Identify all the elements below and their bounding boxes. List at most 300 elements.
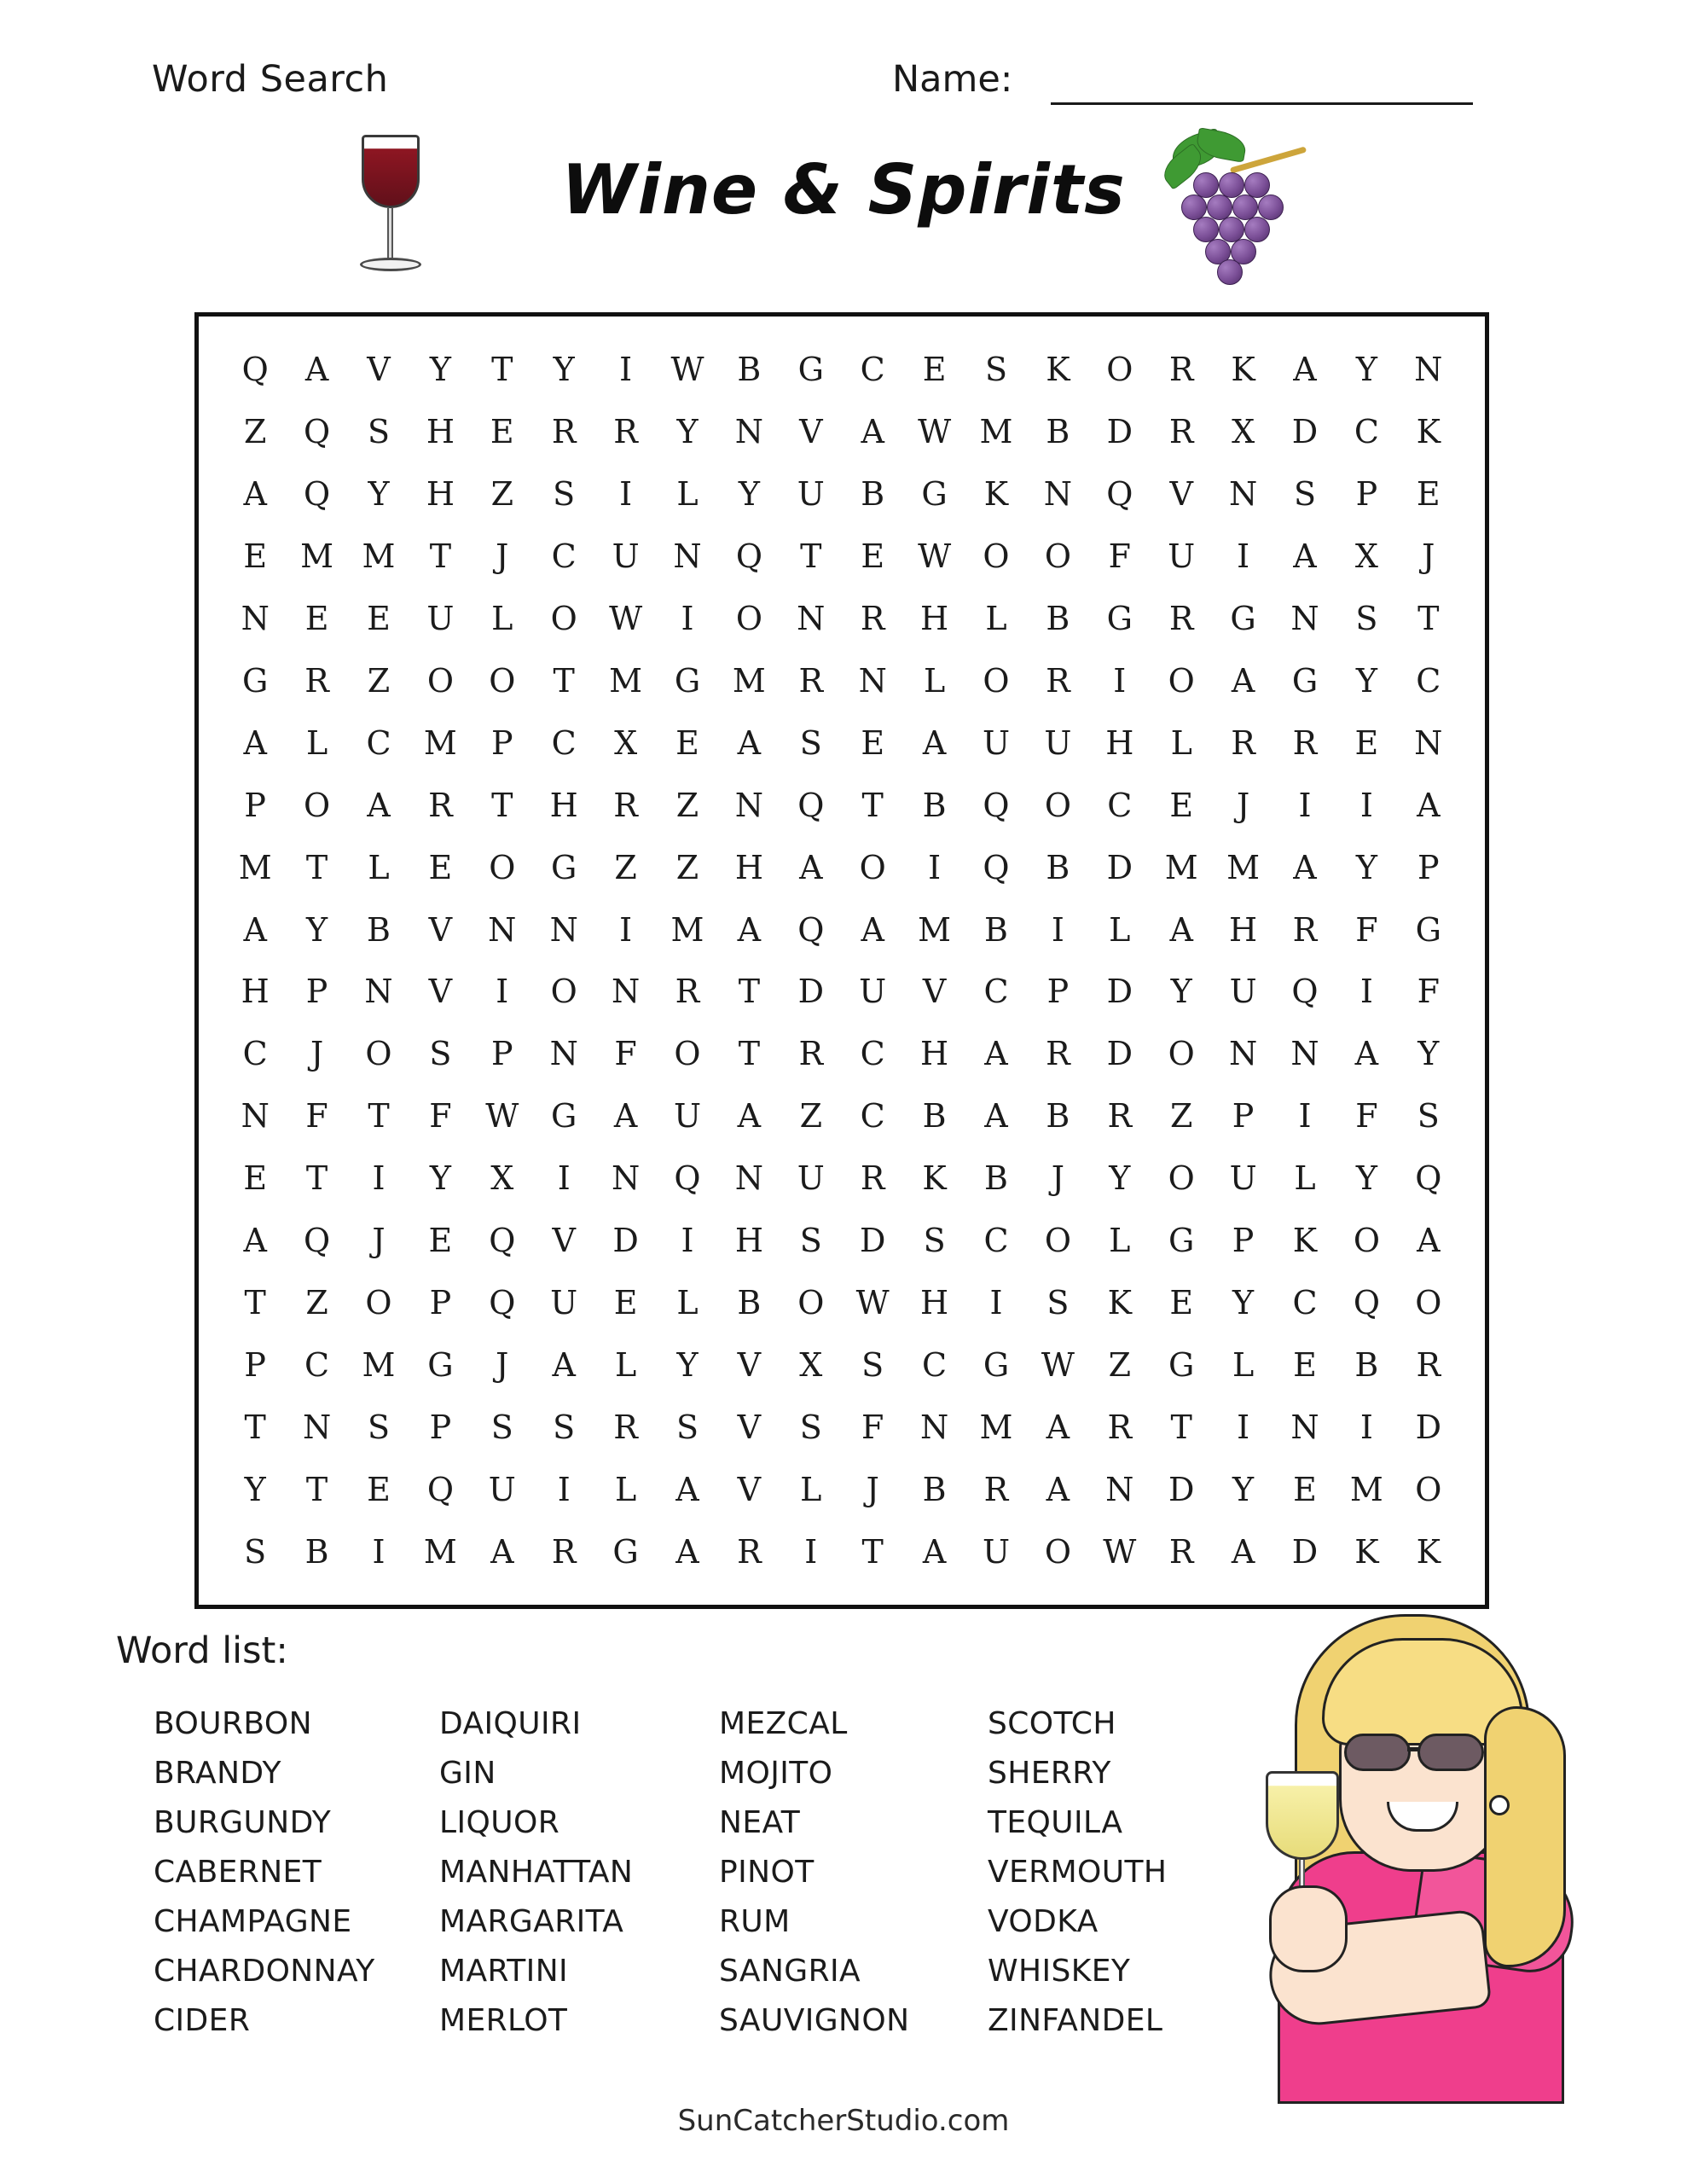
grid-cell[interactable]: I (1237, 1408, 1250, 1446)
grid-cell[interactable]: H (734, 848, 763, 886)
grid-cell[interactable]: P (1417, 848, 1440, 886)
grid-cell[interactable]: H (549, 786, 578, 824)
grid-cell[interactable]: G (1415, 910, 1441, 949)
grid-cell[interactable]: A (1293, 848, 1317, 886)
grid-cell[interactable]: Q (489, 1283, 516, 1321)
grid-cell[interactable]: V (552, 1222, 576, 1260)
grid-cell[interactable]: V (799, 413, 823, 451)
grid-cell[interactable]: J (1236, 786, 1250, 824)
grid-cell[interactable]: G (1106, 600, 1133, 638)
grid-cell[interactable]: H (1105, 723, 1134, 762)
grid-cell[interactable]: T (800, 537, 822, 576)
grid-cell[interactable]: W (1103, 1532, 1137, 1571)
grid-cell[interactable]: H (241, 973, 270, 1011)
grid-cell[interactable]: O (489, 848, 516, 886)
grid-cell[interactable]: I (619, 351, 633, 389)
grid-cell[interactable]: U (797, 475, 825, 514)
grid-cell[interactable]: P (491, 1035, 513, 1073)
grid-cell[interactable]: C (860, 351, 885, 389)
word-list-item[interactable]: MOJITO (719, 1756, 833, 1791)
grid-cell[interactable]: A (243, 910, 267, 949)
grid-cell[interactable]: I (1113, 661, 1127, 700)
grid-cell[interactable]: V (1169, 475, 1193, 514)
grid-cell[interactable]: B (304, 1532, 329, 1571)
grid-cell[interactable]: B (1354, 1345, 1379, 1384)
grid-cell[interactable]: M (918, 910, 952, 949)
grid-cell[interactable]: A (1231, 661, 1255, 700)
grid-cell[interactable]: O (1044, 537, 1071, 576)
grid-cell[interactable]: A (613, 1097, 638, 1136)
grid-cell[interactable]: D (859, 1222, 886, 1260)
grid-cell[interactable]: Q (304, 413, 331, 451)
grid-cell[interactable]: A (1231, 1532, 1255, 1571)
grid-cell[interactable]: Y (1355, 1159, 1377, 1198)
grid-cell[interactable]: V (737, 1408, 762, 1446)
grid-cell[interactable]: M (1349, 1470, 1383, 1508)
grid-cell[interactable]: H (920, 1035, 949, 1073)
grid-cell[interactable]: R (1416, 1345, 1441, 1384)
grid-cell[interactable]: O (1168, 661, 1195, 700)
grid-cell[interactable]: A (304, 351, 329, 389)
grid-cell[interactable]: U (797, 1159, 825, 1198)
grid-cell[interactable]: T (429, 537, 452, 576)
grid-cell[interactable]: P (1232, 1222, 1255, 1260)
grid-cell[interactable]: P (1046, 973, 1070, 1011)
grid-cell[interactable]: O (550, 600, 577, 638)
grid-cell[interactable]: F (861, 1408, 884, 1446)
grid-cell[interactable]: L (800, 1470, 822, 1508)
grid-cell[interactable]: W (918, 537, 952, 576)
word-list-item[interactable]: MANHATTAN (439, 1855, 634, 1890)
grid-cell[interactable]: I (1237, 537, 1250, 576)
grid-cell[interactable]: N (241, 600, 270, 638)
grid-cell[interactable]: M (423, 723, 457, 762)
grid-cell[interactable]: E (613, 1283, 638, 1321)
grid-cell[interactable]: A (675, 1532, 699, 1571)
grid-cell[interactable]: Y (1232, 1470, 1255, 1508)
grid-cell[interactable]: A (243, 723, 267, 762)
grid-cell[interactable]: M (1164, 848, 1198, 886)
grid-cell[interactable]: G (1230, 600, 1256, 638)
word-search-grid[interactable] (194, 312, 1489, 1609)
grid-cell[interactable]: O (1044, 786, 1071, 824)
grid-cell[interactable]: U (982, 723, 1010, 762)
grid-cell[interactable]: B (861, 475, 885, 514)
grid-cell[interactable]: T (244, 1283, 266, 1321)
grid-cell[interactable]: P (429, 1408, 452, 1446)
grid-cell[interactable]: R (1168, 600, 1194, 638)
grid-cell[interactable]: I (1359, 973, 1373, 1011)
grid-cell[interactable]: P (244, 786, 266, 824)
grid-cell[interactable]: H (734, 1222, 763, 1260)
grid-cell[interactable]: I (372, 1159, 386, 1198)
word-list-item[interactable]: GIN (439, 1756, 496, 1791)
grid-cell[interactable]: Y (553, 351, 575, 389)
grid-cell[interactable]: E (428, 848, 453, 886)
grid-cell[interactable]: O (365, 1283, 392, 1321)
grid-cell[interactable]: O (550, 973, 577, 1011)
grid-cell[interactable]: M (732, 661, 766, 700)
grid-cell[interactable]: E (243, 1159, 268, 1198)
grid-cell[interactable]: G (551, 848, 577, 886)
grid-cell[interactable]: H (920, 600, 949, 638)
grid-cell[interactable]: R (798, 661, 824, 700)
grid-cell[interactable]: E (367, 1470, 391, 1508)
grid-cell[interactable]: U (612, 537, 640, 576)
grid-cell[interactable]: R (1168, 351, 1194, 389)
grid-cell[interactable]: M (238, 848, 272, 886)
grid-cell[interactable]: C (242, 1035, 268, 1073)
grid-cell[interactable]: T (553, 661, 575, 700)
grid-cell[interactable]: X (490, 1159, 514, 1198)
grid-cell[interactable]: C (860, 1097, 885, 1136)
grid-cell[interactable]: R (613, 1408, 638, 1446)
grid-cell[interactable]: L (676, 1283, 699, 1321)
grid-cell[interactable]: U (550, 1283, 578, 1321)
grid-cell[interactable]: N (919, 1408, 949, 1446)
name-write-in-line[interactable] (1051, 102, 1473, 105)
word-list-item[interactable]: SANGRIA (719, 1954, 861, 1989)
grid-cell[interactable]: I (804, 1532, 818, 1571)
grid-cell[interactable]: K (983, 475, 1009, 514)
grid-cell[interactable]: A (737, 723, 762, 762)
grid-cell[interactable]: O (1044, 1222, 1071, 1260)
grid-cell[interactable]: O (365, 1035, 392, 1073)
word-list-item[interactable]: WHISKEY (988, 1954, 1131, 1989)
grid-cell[interactable]: A (1293, 351, 1317, 389)
word-list-item[interactable]: MEZCAL (719, 1706, 848, 1741)
grid-cell[interactable]: R (798, 1035, 824, 1073)
grid-cell[interactable]: E (428, 1222, 453, 1260)
grid-cell[interactable]: O (983, 537, 1010, 576)
grid-cell[interactable]: I (1051, 910, 1064, 949)
grid-cell[interactable]: S (1417, 1097, 1440, 1136)
grid-cell[interactable]: S (553, 475, 576, 514)
grid-cell[interactable]: O (1106, 351, 1133, 389)
grid-cell[interactable]: R (1107, 1097, 1133, 1136)
grid-cell[interactable]: W (485, 1097, 519, 1136)
grid-cell[interactable]: E (922, 351, 947, 389)
grid-cell[interactable]: Z (1169, 1097, 1193, 1136)
grid-cell[interactable]: P (491, 723, 513, 762)
grid-cell[interactable]: Y (368, 475, 390, 514)
grid-cell[interactable]: N (302, 1408, 332, 1446)
grid-cell[interactable]: J (1051, 1159, 1064, 1198)
grid-cell[interactable]: G (1168, 1345, 1195, 1384)
word-list-item[interactable]: ZINFANDEL (988, 2003, 1163, 2038)
grid-cell[interactable]: S (861, 1345, 884, 1384)
grid-cell[interactable]: D (1106, 848, 1133, 886)
grid-cell[interactable]: E (861, 537, 885, 576)
grid-cell[interactable]: U (426, 600, 455, 638)
grid-cell[interactable]: C (1354, 413, 1379, 451)
grid-cell[interactable]: Q (983, 786, 1010, 824)
grid-cell[interactable]: T (305, 848, 328, 886)
word-list-item[interactable]: RUM (719, 1904, 791, 1939)
grid-cell[interactable]: S (1046, 1283, 1070, 1321)
grid-cell[interactable]: O (1168, 1159, 1195, 1198)
grid-cell[interactable]: A (922, 1532, 947, 1571)
word-list-item[interactable]: NEAT (719, 1805, 801, 1840)
grid-cell[interactable]: F (1355, 1097, 1378, 1136)
grid-cell[interactable]: Q (304, 1222, 331, 1260)
word-list-item[interactable]: BOURBON (154, 1706, 312, 1741)
grid-cell[interactable]: N (1228, 1035, 1258, 1073)
grid-cell[interactable]: M (609, 661, 643, 700)
word-list-item[interactable]: CABERNET (154, 1855, 322, 1890)
grid-cell[interactable]: D (1168, 1470, 1195, 1508)
grid-cell[interactable]: P (244, 1345, 266, 1384)
grid-cell[interactable]: A (367, 786, 391, 824)
grid-cell[interactable]: G (674, 661, 701, 700)
grid-cell[interactable]: M (670, 910, 704, 949)
grid-cell[interactable]: U (673, 1097, 701, 1136)
grid-cell[interactable]: A (1417, 786, 1441, 824)
grid-cell[interactable]: N (1290, 600, 1319, 638)
grid-cell[interactable]: S (490, 1408, 513, 1446)
grid-cell[interactable]: T (738, 1035, 761, 1073)
grid-cell[interactable]: E (1416, 475, 1441, 514)
grid-cell[interactable]: C (1292, 1283, 1318, 1321)
grid-cell[interactable]: S (1355, 600, 1378, 638)
grid-cell[interactable]: Y (429, 1159, 451, 1198)
grid-cell[interactable]: M (362, 537, 396, 576)
grid-cell[interactable]: L (676, 475, 699, 514)
grid-cell[interactable]: Q (426, 1470, 454, 1508)
grid-cell[interactable]: C (922, 1345, 948, 1384)
grid-cell[interactable]: Q (674, 1159, 701, 1198)
grid-cell[interactable]: R (737, 1532, 762, 1571)
grid-cell[interactable]: O (1044, 1532, 1071, 1571)
grid-cell[interactable]: I (989, 1283, 1003, 1321)
grid-cell[interactable]: N (488, 910, 517, 949)
grid-cell[interactable]: D (797, 973, 825, 1011)
grid-cell[interactable]: R (613, 413, 638, 451)
grid-cell[interactable]: O (859, 848, 886, 886)
grid-cell[interactable]: S (429, 1035, 452, 1073)
grid-cell[interactable]: B (1046, 848, 1070, 886)
grid-cell[interactable]: V (737, 1470, 762, 1508)
grid-cell[interactable]: A (799, 848, 823, 886)
grid-cell[interactable]: N (549, 1035, 578, 1073)
grid-cell[interactable]: R (551, 413, 577, 451)
grid-cell[interactable]: K (1107, 1283, 1132, 1321)
grid-cell[interactable]: R (1168, 1532, 1194, 1571)
grid-cell[interactable]: I (496, 973, 509, 1011)
grid-cell[interactable]: S (367, 413, 391, 451)
grid-cell[interactable]: H (920, 1283, 949, 1321)
grid-cell[interactable]: B (922, 786, 947, 824)
grid-cell[interactable]: S (244, 1532, 267, 1571)
grid-cell[interactable]: Y (1355, 661, 1377, 700)
grid-cell[interactable]: M (362, 1345, 396, 1384)
grid-cell[interactable]: M (423, 1532, 457, 1571)
grid-cell[interactable]: T (1170, 1408, 1192, 1446)
grid-cell[interactable]: R (1107, 1408, 1133, 1446)
grid-cell[interactable]: T (738, 973, 761, 1011)
grid-cell[interactable]: R (1231, 723, 1255, 762)
grid-cell[interactable]: P (429, 1283, 452, 1321)
grid-cell[interactable]: S (984, 351, 1008, 389)
grid-cell[interactable]: C (551, 723, 577, 762)
grid-cell[interactable]: B (1046, 1097, 1070, 1136)
grid-cell[interactable]: U (1044, 723, 1072, 762)
grid-cell[interactable]: J (310, 1035, 324, 1073)
word-list-item[interactable]: MERLOT (439, 2003, 568, 2038)
grid-cell[interactable]: M (300, 537, 334, 576)
grid-cell[interactable]: L (1109, 910, 1131, 949)
grid-cell[interactable]: R (860, 600, 885, 638)
grid-cell[interactable]: E (1354, 723, 1379, 762)
grid-cell[interactable]: S (553, 1408, 576, 1446)
grid-cell[interactable]: Z (799, 1097, 822, 1136)
grid-cell[interactable]: K (1416, 1532, 1441, 1571)
grid-cell[interactable]: Z (305, 1283, 328, 1321)
grid-cell[interactable]: I (928, 848, 942, 886)
grid-cell[interactable]: P (1232, 1097, 1255, 1136)
grid-cell[interactable]: T (305, 1159, 328, 1198)
grid-cell[interactable]: R (1168, 413, 1194, 451)
grid-cell[interactable]: D (1291, 1532, 1319, 1571)
grid-cell[interactable]: Q (1291, 973, 1319, 1011)
grid-cell[interactable]: X (614, 723, 638, 762)
grid-cell[interactable]: L (1294, 1159, 1316, 1198)
grid-cell[interactable]: W (855, 1283, 890, 1321)
grid-cell[interactable]: U (1229, 973, 1257, 1011)
grid-cell[interactable]: N (1290, 1035, 1319, 1073)
grid-cell[interactable]: T (368, 1097, 390, 1136)
grid-cell[interactable]: Y (1417, 1035, 1440, 1073)
grid-cell[interactable]: B (984, 1159, 1008, 1198)
grid-cell[interactable]: O (304, 786, 331, 824)
grid-cell[interactable]: A (552, 1345, 576, 1384)
grid-cell[interactable]: G (797, 351, 824, 389)
grid-cell[interactable]: O (735, 600, 762, 638)
grid-cell[interactable]: N (364, 973, 393, 1011)
grid-cell[interactable]: G (1168, 1222, 1195, 1260)
grid-cell[interactable]: F (305, 1097, 328, 1136)
letter-grid[interactable] (199, 317, 1485, 1605)
grid-cell[interactable]: Q (1353, 1283, 1380, 1321)
grid-cell[interactable]: O (1353, 1222, 1380, 1260)
grid-cell[interactable]: N (611, 1159, 641, 1198)
grid-cell[interactable]: U (982, 1532, 1010, 1571)
grid-cell[interactable]: B (1046, 600, 1070, 638)
grid-cell[interactable]: W (670, 351, 704, 389)
grid-cell[interactable]: Q (304, 475, 331, 514)
grid-cell[interactable]: Z (675, 848, 699, 886)
grid-cell[interactable]: J (1422, 537, 1435, 576)
word-list-item[interactable]: SHERRY (988, 1756, 1111, 1791)
grid-cell[interactable]: L (923, 661, 946, 700)
grid-cell[interactable]: N (1414, 351, 1443, 389)
grid-cell[interactable]: N (734, 1159, 764, 1198)
grid-cell[interactable]: K (922, 1159, 947, 1198)
grid-cell[interactable]: O (1415, 1470, 1442, 1508)
grid-cell[interactable]: N (858, 661, 887, 700)
grid-cell[interactable]: R (428, 786, 453, 824)
grid-cell[interactable]: D (612, 1222, 639, 1260)
grid-cell[interactable]: S (923, 1222, 946, 1260)
grid-cell[interactable]: M (1226, 848, 1261, 886)
grid-cell[interactable]: D (1106, 413, 1133, 451)
grid-cell[interactable]: R (551, 1532, 577, 1571)
grid-cell[interactable]: R (983, 1470, 1009, 1508)
word-list-item[interactable]: VERMOUTH (988, 1855, 1168, 1890)
grid-cell[interactable]: F (429, 1097, 452, 1136)
grid-cell[interactable]: N (797, 600, 826, 638)
word-list-item[interactable]: SCOTCH (988, 1706, 1116, 1741)
grid-cell[interactable]: E (1293, 1345, 1317, 1384)
grid-cell[interactable]: T (861, 786, 884, 824)
grid-cell[interactable]: A (675, 1470, 699, 1508)
grid-cell[interactable]: F (1108, 537, 1131, 576)
word-list-item[interactable]: SAUVIGNON (719, 2003, 910, 2038)
grid-cell[interactable]: K (1354, 1532, 1379, 1571)
grid-cell[interactable]: T (491, 786, 513, 824)
grid-cell[interactable]: O (426, 661, 454, 700)
grid-cell[interactable]: S (799, 1408, 822, 1446)
grid-cell[interactable]: E (1169, 786, 1194, 824)
grid-cell[interactable]: F (1355, 910, 1378, 949)
grid-cell[interactable]: Q (735, 537, 762, 576)
grid-cell[interactable]: A (984, 1097, 1008, 1136)
grid-cell[interactable]: I (557, 1159, 571, 1198)
grid-cell[interactable]: D (1106, 973, 1133, 1011)
grid-cell[interactable]: S (675, 1408, 699, 1446)
grid-cell[interactable]: Y (1355, 351, 1377, 389)
grid-cell[interactable]: I (557, 1470, 571, 1508)
grid-cell[interactable]: A (1293, 537, 1317, 576)
grid-cell[interactable]: H (426, 413, 455, 451)
grid-cell[interactable]: E (367, 600, 391, 638)
grid-cell[interactable]: J (372, 1222, 386, 1260)
word-list-item[interactable]: BURGUNDY (154, 1805, 332, 1840)
grid-cell[interactable]: L (985, 600, 1007, 638)
grid-cell[interactable]: C (304, 1345, 330, 1384)
grid-cell[interactable]: A (1046, 1408, 1070, 1446)
grid-cell[interactable]: N (549, 910, 578, 949)
grid-cell[interactable]: C (983, 973, 1009, 1011)
grid-cell[interactable]: B (367, 910, 391, 949)
grid-cell[interactable]: Y (306, 910, 328, 949)
grid-cell[interactable]: Q (797, 910, 825, 949)
word-list-item[interactable]: PINOT (719, 1855, 815, 1890)
grid-cell[interactable]: N (734, 786, 764, 824)
grid-cell[interactable]: O (674, 1035, 701, 1073)
grid-cell[interactable]: I (1298, 786, 1312, 824)
grid-cell[interactable]: Z (490, 475, 513, 514)
grid-cell[interactable]: K (1046, 351, 1070, 389)
grid-cell[interactable]: I (619, 475, 633, 514)
grid-cell[interactable]: V (737, 1345, 762, 1384)
word-list-item[interactable]: LIQUOR (439, 1805, 560, 1840)
grid-cell[interactable]: X (1232, 413, 1255, 451)
grid-cell[interactable]: N (611, 973, 641, 1011)
grid-cell[interactable]: C (860, 1035, 885, 1073)
grid-cell[interactable]: Q (983, 848, 1010, 886)
grid-cell[interactable]: O (1415, 1283, 1442, 1321)
grid-cell[interactable]: C (366, 723, 391, 762)
grid-cell[interactable]: L (368, 848, 390, 886)
grid-cell[interactable]: W (1041, 1345, 1075, 1384)
grid-cell[interactable]: K (1416, 413, 1441, 451)
grid-cell[interactable]: V (428, 973, 453, 1011)
grid-cell[interactable]: I (619, 910, 633, 949)
grid-cell[interactable]: E (243, 537, 268, 576)
grid-cell[interactable]: Y (1170, 973, 1192, 1011)
grid-cell[interactable]: Q (489, 1222, 516, 1260)
